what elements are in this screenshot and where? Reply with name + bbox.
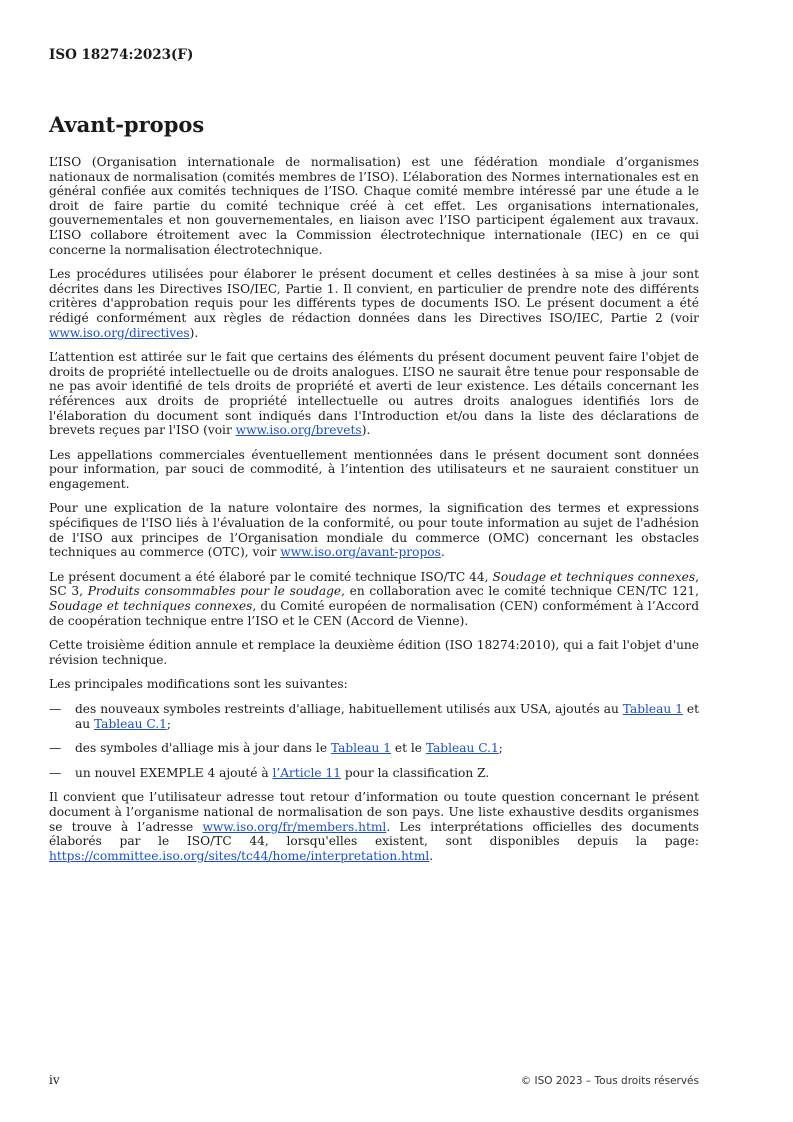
paragraph-text-end: . xyxy=(429,848,434,863)
link-brevets[interactable]: www.iso.org/brevets xyxy=(235,423,362,438)
paragraph-text: Le présent document a été élaboré par le comité technique ISO/TC 44, xyxy=(49,569,493,584)
link-article-11[interactable]: l’Article 11 xyxy=(272,765,341,780)
paragraph-text: , en collaboration avec le comité technique CEN/TC 121, xyxy=(341,584,699,599)
paragraph-text: L’attention est attirée sur le fait que certains des éléments du présent document peuvent faire l'objet de droits de propriété intellectuelle ou de droits analogues. L’ISO ne saurait être tenue pour responsable de ne pas avoir identifié de tels droits de propriété et averti de leur existence. Les détails concernant les références aux droits de propriété intellectuelle ou autres droits analogues identifiés lors de l'élaboration du document sont indiqués dans l'Introduction et/ou dans la liste des déclarations de brevets reçues par l'ISO (voir xyxy=(49,350,699,438)
paragraph-committee xyxy=(49,570,699,628)
copyright-notice: © ISO 2023 – Tous droits réservés xyxy=(520,1075,699,1087)
list-item-text xyxy=(75,702,699,731)
link-tableau-1[interactable]: Tableau 1 xyxy=(330,741,392,756)
foreword-body xyxy=(49,155,699,873)
paragraph-patents xyxy=(49,350,699,438)
link-tableau-c1[interactable]: Tableau C.1 xyxy=(94,716,167,731)
link-tableau-1[interactable]: Tableau 1 xyxy=(622,702,683,716)
paragraph-trade-names: Les appellations commerciales éventuellement mentionnées dans le présent document sont données pour information, par souci de commodité, à l’intention des utilisateurs et ne sauraient constituer un engagement. xyxy=(49,447,699,491)
paragraph-text: Pour une explication de la nature volontaire des normes, la signification des termes et expressions spécifiques de l'ISO liés à l'évaluation de la conformité, ou pour toute information au sujet de l'adhésion de l'ISO aux principes de l’Organisation mondiale du commerce (OMC) concernant les obstacles techniques au commerce (OTC), voir xyxy=(49,501,699,560)
paragraph-changes-intro: Les principales modifications sont les suivantes: xyxy=(49,677,348,692)
paragraph-text-end: ). xyxy=(189,325,199,340)
list-text-part: et au xyxy=(75,702,700,731)
list-item-restricted-symbols xyxy=(49,702,699,731)
list-text-part: ; xyxy=(166,716,171,731)
list-text-part: des nouveaux symboles restreints d'alliage, habituellement utilisés aux USA, ajoutés au xyxy=(75,702,623,716)
cen-committee-title: Soudage et techniques connexes xyxy=(49,599,253,614)
link-directives[interactable]: www.iso.org/directives xyxy=(49,325,190,340)
list-item-text xyxy=(75,741,699,756)
paragraph-text-end: ). xyxy=(361,423,371,438)
list-text-part: ; xyxy=(498,741,503,756)
committee-title: Soudage et techniques connexes xyxy=(492,569,696,584)
paragraph-iso-intro: L’ISO (Organisation internationale de normalisation) est une fédération mondiale d’organismes nationaux de normalisation (comités membres de l’ISO). L’élaboration des Normes internationales est en général confiée aux comités techniques de l’ISO. Chaque comité membre intéressé par une étude a le droit de faire partie du comité technique créé à cet effet. Les organisations internationales, gouvernementales et non gouvernementales, en liaison avec l’ISO participent également aux travaux. L’ISO collabore étroitement avec la Commission électrotechnique internationale (IEC) en ce qui concerne la normalisation électrotechnique. xyxy=(49,155,699,257)
paragraph-procedures xyxy=(49,267,699,340)
paragraph-text-end: . xyxy=(440,545,445,560)
link-members[interactable]: www.iso.org/fr/members.html xyxy=(202,819,387,834)
document-identifier: ISO 18274:2023(F) xyxy=(49,47,194,63)
list-dash: — xyxy=(49,765,62,780)
paragraph-text: Les procédures utilisées pour élaborer le présent document et celles destinées à sa mise à jour sont décrites dans les Directives ISO/IEC, Partie 1. Il convient, en particulier de prendre note des différents critères d'approbation requis pour les différents types de documents ISO. Le présent document a été rédigé conformément aux règles de rédaction données dans les Directives ISO/IEC, Partie 2 (voir xyxy=(49,267,699,325)
link-avant-propos[interactable]: www.iso.org/avant-propos xyxy=(280,545,441,560)
list-item-text xyxy=(75,766,699,781)
paragraph-text: Il convient que l’utilisateur adresse tout retour d’information ou toute question concernant le présent document à l’organisme national de normalisation de son pays. Une liste exhaustive desdits organismes se trouve à l’adresse xyxy=(49,790,699,834)
page-number: iv xyxy=(49,1073,60,1087)
list-text-part: des symboles d'alliage mis à jour dans le xyxy=(75,741,331,756)
list-text-part: et le xyxy=(391,741,426,756)
list-item-updated-symbols xyxy=(49,741,699,756)
paragraph-voluntary-nature xyxy=(49,501,699,559)
paragraph-text: , SC 3, xyxy=(49,569,700,599)
paragraph-edition: Cette troisième édition annule et remplace la deuxième édition (ISO 18274:2010), qui a fait l'objet d'une révision technique. xyxy=(49,638,699,667)
list-text-part: un nouvel EXEMPLE 4 ajouté à xyxy=(75,765,273,780)
paragraph-text: , du Comité européen de normalisation (CEN) conformément à l’Accord de coopération technique entre l’ISO et le CEN (Accord de Vienne). xyxy=(49,599,699,628)
list-dash: — xyxy=(49,702,62,716)
page-title: Avant-propos xyxy=(49,112,205,137)
paragraph-feedback xyxy=(49,790,699,863)
link-tableau-c1[interactable]: Tableau C.1 xyxy=(425,741,499,756)
subcommittee-title: Produits consommables pour le soudage xyxy=(87,584,342,599)
paragraph-text: . Les interprétations officielles des documents élaborés par le ISO/TC 44, lorsqu'elles existent, sont disponibles depuis la page: xyxy=(49,819,699,849)
list-item-new-example xyxy=(49,766,699,781)
link-interpretation[interactable]: https://committee.iso.org/sites/tc44/home/interpretation.html xyxy=(49,848,430,863)
list-text-part: pour la classification Z. xyxy=(341,765,490,780)
list-dash: — xyxy=(49,741,62,756)
